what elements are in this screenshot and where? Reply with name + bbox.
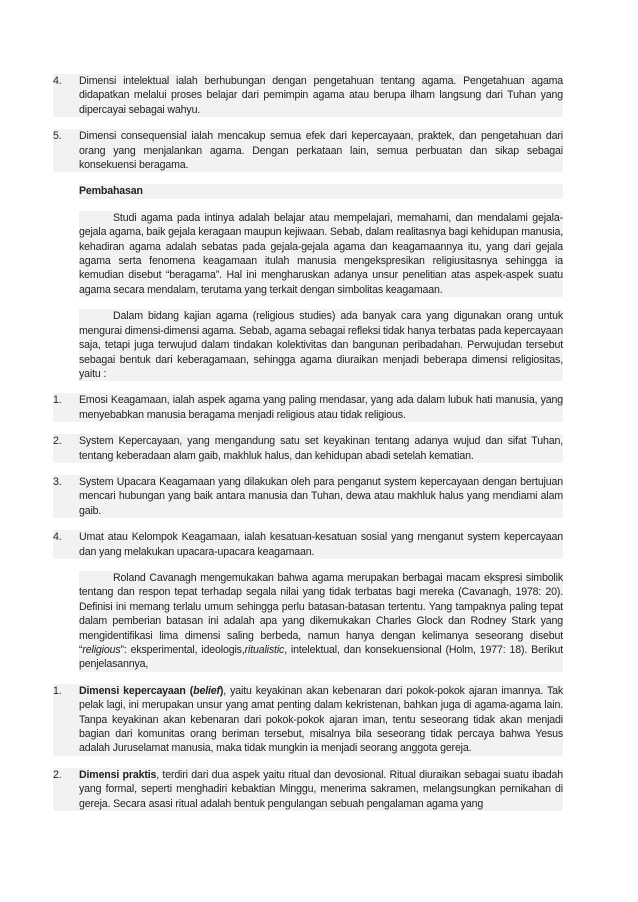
paragraph-text [79,571,563,672]
list-number: 5. [53,130,62,143]
list-text: Dimensi intelektual ialah berhubungan dengan pengetahuan tentang agama. Pengetahuan agama didapatkan melalui proses belajar dari pemimpin agama atau berupa ilham langsung dari Tuhan yang dipercayai sebagai wahyu. [79,75,563,116]
text-run: , intelektual, dan konsekuensional (Holm, 1977: 18). Berikut penjelasannya, [79,644,563,671]
text-run: Roland Cavanagh mengemukakan bahwa agama merupakan berbagai macam ekspresi simbolik tentang dan respon tepat terhadap segala nilai yang tidak terbatas bagi mereka (Cavanagh, 1978: 20). Definisi ini memang terlalu umum sehingga perlu batasan-batasan tertentu. Yang tampaknya paling tepat dalam pemberian batasan ini adalah apa yang dikemukakan Charles Glock dan Rodney Stark yang mengidentifikasi lima dimensi saling berbeda, namun hanya dengan kelimanya seseorang disebut “ [79,571,563,656]
italic-term: ritualistic [244,644,285,656]
list-text [79,768,563,811]
list-item [53,393,563,422]
list-number: 4. [53,75,62,87]
list-text: System Upacara Keagamaan yang dilakukan oleh para penganut system kepercayaan dengan bertujuan mencari hubungan yang baik antara manusia dan Tuhan, dewa atau makhluk halus yang mendiami alam gaib. [79,475,563,517]
list-text: Dimensi consequensial ialah mencakup semua efek dari kepercayaan, praktek, dan pengetahuan dari orang yang menjalankan agama. Dengan perkataan lain, semua perbuatan dan sikap sebagai konsekuensi beragama. [79,130,563,172]
section-heading: Pembahasan [79,184,563,198]
list-item [53,684,563,756]
list-number: 4. [53,531,62,544]
list-item [53,74,563,117]
list-number: 1. [53,684,62,697]
italic-term: religious [82,644,121,656]
bold-term: Dimensi kepercayaan ( [79,684,194,697]
bold-term: Dimensi praktis [79,768,157,781]
list-number: 3. [53,475,62,488]
paragraph-text: Studi agama pada intinya adalah belajar atau mempelajari, memahami, dan mendalami gejala-gejala agama, baik gejala keragaan maupun kejiwaan. Sebab, dalam realitasnya bagi kehidupan manusia, kehadiran agama adalah sebatas pada gejala-gejala agama dan keagamaannya itu, yang dari gejala agama serta fenomena keagamaan itulah manusia mengekspresikan religiusitasnya sehingga ia kemudian disebut “beragama”. Hal ini mengharuskan adanya unsur penelitian atas aspek-aspek suatu agama secara mendalam, terutama yang terkait dengan simbolitas keagamaan. [79,211,563,296]
list-item [53,768,563,811]
paragraph [79,309,563,381]
text-run: , yaitu keyakinan akan kebenaran dari pokok-pokok ajaran imannya. Tak pelak lagi, ini merupakan unsur yang amat penting dalam kekristenan, bahkan juga di agama-agama lain. Tanpa keyakinan akan kebenaran dari pokok-pokok ajaran iman, tentu seseorang tidak akan menjadi bagian dari komunitas orang beriman tersebut, misalnya bila seseorang tidak percaya bahwa Yesus adalah Juruselamat manusia, maka tidak mungkin ia menjadi seorang anggota gereja. [79,684,563,755]
list-text [79,684,563,756]
list-text: Emosi Keagamaan, ialah aspek agama yang paling mendasar, yang ada dalam lubuk hati manusia, yang menyebabkan manusia beragama menjadi religious atau tidak religious. [79,394,563,421]
text-run: , terdiri dari dua aspek yaitu ritual dan devosional. Ritual diuraikan sebagai suatu ibadah yang formal, seperti menghadiri kebaktian Minggu, menerima sakramen, melangsungkan pernikahan di gereja. Secara asasi ritual adalah bentuk pengulangan sebuah pengalaman agama yang [79,768,563,810]
paragraph-text: Dalam bidang kajian agama (religious studies) ada banyak cara yang digunakan orang untuk mengurai dimensi-dimensi agama. Sebab, agama sebagai refleksi tidak hanya terbatas pada kepercayaan saja, tetapi juga terwujud dalam tindakan kolektivitas dan bangunan peribadahan. Perwujudan tersebut sebagai bentuk dari keberagamaan, sehingga agama diuraikan menjadi beberapa dimensi religiositas, yaitu : [79,310,563,380]
bold-term: ) [219,684,224,697]
list-number: 2. [53,768,62,781]
list-text: Umat atau Kelompok Keagamaan, ialah kesatuan-kesatuan sosial yang menganut system kepercayaan dan yang melakukan upacara-upacara keagamaan. [79,531,563,558]
paragraph [79,211,563,297]
document-content [53,74,563,823]
list-number: 2. [53,435,62,448]
list-item [53,475,563,518]
list-item [53,129,563,172]
text-run: ”: eksperimental, ideologis, [120,644,245,656]
list-item [53,434,563,463]
paragraph [79,571,563,672]
list-number: 1. [53,394,62,407]
bold-italic-term: belief [193,684,220,697]
list-text: System Kepercayaan, yang mengandung satu set keyakinan tentang adanya wujud dan sifat Tuhan, tentang keberadaan alam gaib, makhluk halus, dan kehidupan abadi setelah kematian. [79,435,563,462]
list-item [53,530,563,559]
